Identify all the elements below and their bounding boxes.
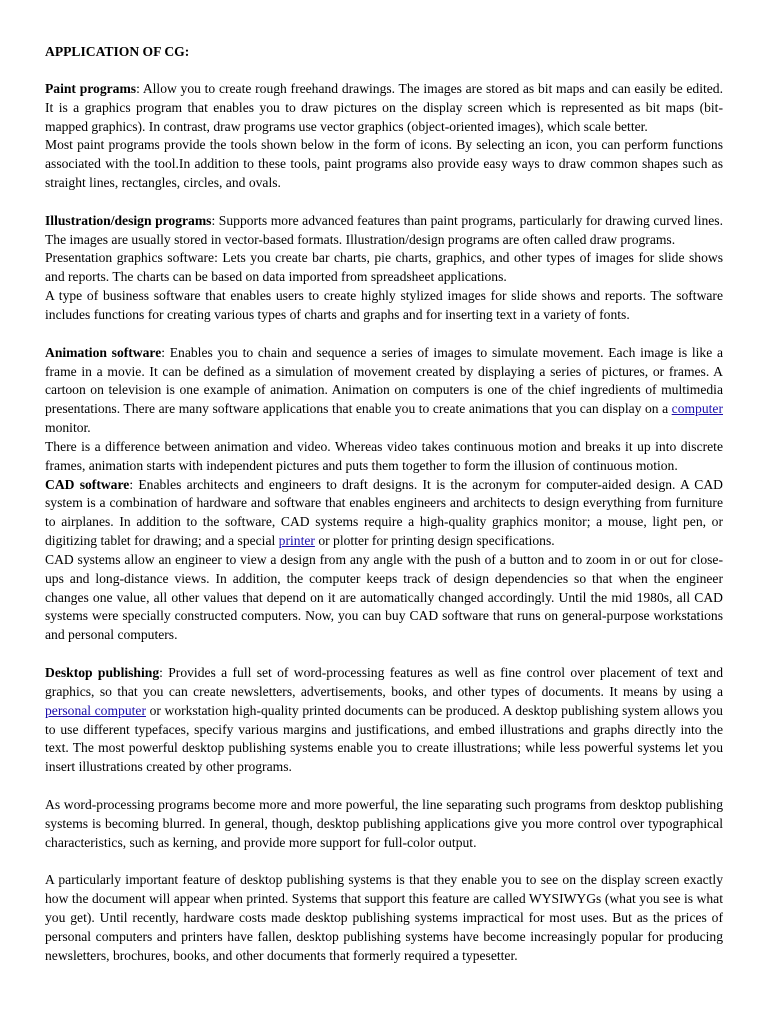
cad-software-text-end: or plotter for printing design specifications. [314,533,555,549]
wysiwyg-paragraph: A particularly important feature of desktop publishing systems is that they enable you to see on the display screen exactly how the document will appear when printed. Systems that support this feature are called WYSIWYGs (what you see is what you get). Until recently, hardware costs made desktop publishing systems impractical for most uses. But as the prices of personal computers and printers have fallen, desktop publishing systems have become increasingly popular for producing newsletters, brochures, books, and other documents that formerly required a typesetter. [45,872,723,963]
desktop-publishing-text-end: or workstation high-quality printed documents can be produced. A desktop publishing system allows you to use different typefaces, specify various margins and justifications, and embed illustrations and graphs directly into the text. The most powerful desktop publishing systems enable you to create illustrations; while less powerful systems let you insert illustrations created by other programs. [45,702,723,775]
printer-link[interactable]: printer [278,533,315,549]
desktop-publishing-heading: Desktop publishing [45,665,160,680]
animation-software-heading: Animation software [45,344,162,360]
paint-programs-tools-paragraph: Most paint programs provide the tools shown below in the form of icons. By selecting an icon, you can perform functions associated with the tool.In addition to these tools, paint programs also provide easy ways to draw common shapes such as straight lines, rectangles, circles, and ovals. [45,137,723,191]
desktop-publishing-text: : Provides a full set of word-processing features as well as fine control over placement of text and graphics, so that you can create newsletters, advertisements, books, and other types of documents. It means by using a [45,665,724,699]
page-title: APPLICATION OF CG: [45,44,190,59]
illustration-programs-text: : Supports more advanced features than paint programs, particularly for drawing curved lines. The images are usually stored in vector-based formats. Illustration/design programs are often called draw programs. [45,212,723,247]
cad-software-paragraph [45,476,723,551]
personal-computer-link[interactable]: personal computer [45,702,146,718]
paint-programs-paragraph [45,80,723,137]
section-gap [45,852,723,871]
business-software-paragraph: A type of business software that enables users to create highly stylized images for slide shows and reports. The software includes functions for creating various types of charts and graphs and for inserting text in a variety of fonts. [45,288,723,322]
animation-software-text-end: monitor. [45,420,91,436]
paint-programs-text: : Allow you to create rough freehand drawings. The images are stored as bit maps and can easily be edited. It is a graphics program that enables you to draw pictures on the display screen which is represented as bit maps (bit-mapped graphics). In contrast, draw programs use vector graphics (object-oriented images), which scale better. [45,80,723,134]
document-page [45,43,723,966]
illustration-programs-heading: Illustration/design programs [45,212,212,228]
section-gap [45,645,723,664]
section-gap [45,777,723,796]
animation-software-paragraph [45,344,723,438]
paint-programs-heading: Paint programs [45,80,137,96]
computer-link[interactable]: computer [671,401,723,417]
section-gap [45,193,723,212]
cad-systems-paragraph: CAD systems allow an engineer to view a design from any angle with the push of a button and to zoom in or out for close-ups and long-distance views. In addition, the computer keeps track of design dependencies so that when the engineer changes one value, all other values that depend on it are automatically changed accordingly. Until the mid 1980s, all CAD systems were specially constructed computers. Now, you can buy CAD software that runs on general-purpose workstations and personal computers. [45,551,723,643]
animation-software-text: : Enables you to chain and sequence a series of images to simulate movement. Each image is like a frame in a movie. It can be defined as a simulation of movement created by displaying a series of pictures, or frames. A cartoon on television is one example of animation. Animation on computers is one of the chief ingredients of multimedia presentations. There are many software applications that enable you to create animations that you can display on a [45,344,723,417]
word-processing-paragraph: As word-processing programs become more and more powerful, the line separating such programs from desktop publishing systems is becoming blurred. In general, though, desktop publishing applications give you more control over typographical characteristics, such as kerning, and provide more support for full-color output. [45,796,723,850]
cad-software-text: : Enables architects and engineers to draft designs. It is the acronym for computer-aided design. A CAD system is a combination of hardware and software that enables engineers and architects to design everything from furniture to airplanes. In addition to the software, CAD systems require a high-quality graphics monitor; a mouse, light pen, or digitizing tablet for drawing; and a special [45,476,723,549]
cad-software-heading: CAD software [45,476,130,492]
animation-vs-video-paragraph: There is a difference between animation and video. Whereas video takes continuous motion and breaks it up into discrete frames, animation starts with independent pictures and puts them together to form the illusion of continuous motion. [45,438,723,473]
illustration-programs-paragraph [45,212,723,250]
desktop-publishing-paragraph [45,664,723,777]
section-gap [45,325,723,344]
presentation-graphics-paragraph: Presentation graphics software: Lets you create bar charts, pie charts, graphics, and other types of images for slide shows and reports. The charts can be based on data imported from spreadsheet applications. [45,250,723,285]
